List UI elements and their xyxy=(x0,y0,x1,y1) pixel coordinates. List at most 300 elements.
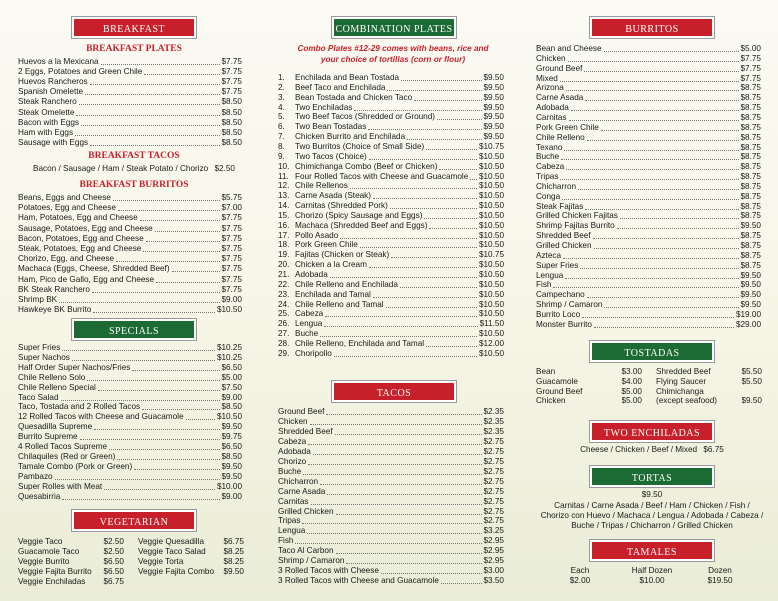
vegetarian-item xyxy=(18,557,124,567)
menu-item-price: $7.75 xyxy=(221,77,242,87)
menu-item-name: Carne Asada xyxy=(536,93,584,103)
menu-item-name: 9. Two Tacos (Choice) xyxy=(278,151,367,161)
menu-item-price: $8.75 xyxy=(740,162,761,172)
menu-item-price: $2.35 xyxy=(483,416,504,426)
menu-item-price: $9.50 xyxy=(221,422,242,432)
menu-item-name: Arizona xyxy=(536,83,564,93)
menu-item-price: $8.25 xyxy=(223,547,244,557)
tortas-price: $9.50 xyxy=(641,490,663,499)
menu-item-price: $7.75 xyxy=(740,63,761,73)
dot-leader xyxy=(61,400,220,401)
combo-plate-item xyxy=(278,73,504,83)
tortas-banner: TORTAS xyxy=(590,466,714,487)
menu-item-name: Super Fries xyxy=(536,260,579,270)
menu-item-name: Chicken xyxy=(278,416,308,426)
combo-plate-item xyxy=(278,329,504,339)
dot-leader xyxy=(307,533,481,534)
combo-plate-item xyxy=(278,201,504,211)
combo-plate-item xyxy=(278,260,504,270)
breakfast-plate-item xyxy=(18,67,242,77)
menu-item-number: 8. xyxy=(278,141,285,151)
dot-leader xyxy=(340,238,477,239)
taco-item xyxy=(278,477,504,487)
menu-item-price: $8.50 xyxy=(221,137,242,147)
menu-item-name: Bean and Cheese xyxy=(536,44,602,53)
menu-item-name: Steak, Potatoes, Egg and Cheese xyxy=(18,244,142,253)
dot-leader xyxy=(424,218,477,219)
burrito-item xyxy=(536,93,761,103)
dot-leader xyxy=(414,100,481,101)
dot-leader xyxy=(620,218,739,219)
vegetarian-item xyxy=(138,567,244,577)
dot-leader xyxy=(560,81,739,82)
dot-leader xyxy=(327,494,481,495)
tamales-price-half-dozen: $10.00 xyxy=(639,576,665,585)
dot-leader xyxy=(310,424,482,425)
special-item xyxy=(18,482,242,492)
dot-leader xyxy=(354,110,481,111)
dot-leader xyxy=(386,307,477,308)
menu-item-price: $2.95 xyxy=(483,546,504,556)
menu-item-name: 20. Chicken a la Cream xyxy=(278,260,367,270)
dot-leader xyxy=(144,74,219,75)
menu-item-price: $7.75 xyxy=(221,67,242,77)
menu-item-name: Ham, Pico de Gallo, Egg and Cheese xyxy=(18,274,155,284)
tostada-item xyxy=(656,396,762,406)
menu-item-name: Pork Green Chile xyxy=(536,122,599,132)
breakfast-burrito-item xyxy=(18,234,242,244)
menu-item-number: 12. xyxy=(278,181,290,191)
menu-item-number: 1. xyxy=(278,73,285,82)
tostada-item xyxy=(656,377,762,387)
burrito-item xyxy=(536,133,761,143)
menu-item-price: $8.75 xyxy=(740,103,761,113)
breakfast-burrito-item xyxy=(18,285,242,295)
menu-item-name: Bacon, Potatoes, Egg and Cheese xyxy=(18,233,144,243)
dot-leader xyxy=(585,100,738,101)
dot-leader xyxy=(390,208,477,209)
combo-plate-item xyxy=(278,83,504,93)
combo-plate-item xyxy=(278,290,504,300)
dot-leader xyxy=(313,454,482,455)
menu-item-name: Chile Relleno Solo xyxy=(18,372,86,382)
tortas-line1: Carnitas / Carne Asada / Beef / Ham / Chicken / Fish / xyxy=(554,501,750,510)
menu-item-name: Lengua xyxy=(278,526,306,536)
dot-leader xyxy=(368,129,481,130)
combo-note-line1: Combo Plates #12-29 comes with beans, rice and xyxy=(297,44,489,53)
menu-item-price: $10.25 xyxy=(216,352,242,362)
burrito-item xyxy=(536,300,761,310)
menu-item-price: $8.75 xyxy=(740,83,761,93)
menu-item-name: Buche xyxy=(536,152,560,162)
menu-item-number: 5. xyxy=(278,112,285,122)
menu-item-name: Flying Saucer xyxy=(656,376,707,386)
menu-item-price: $29.00 xyxy=(735,319,761,329)
menu-item-name: Adobada xyxy=(278,446,311,456)
menu-item-name: 16. Machaca (Shredded Beef and Eggs) xyxy=(278,220,428,230)
special-item xyxy=(18,383,242,393)
tamales-label-half-dozen: Half Dozen xyxy=(631,566,673,575)
combo-plate-item xyxy=(278,132,504,142)
menu-item-number: 20. xyxy=(278,260,290,270)
menu-item-name: Chilaquiles (Red or Green) xyxy=(18,451,116,461)
tamales-banner: TAMALES xyxy=(590,540,714,561)
taco-item xyxy=(278,447,504,457)
burrito-item xyxy=(536,271,761,281)
menu-item-number: 21. xyxy=(278,270,290,279)
dot-leader xyxy=(72,360,215,361)
breakfast-plate-item xyxy=(18,138,242,148)
menu-item-price: $10.50 xyxy=(478,230,504,240)
dot-leader xyxy=(93,312,215,313)
menu-item-number: 11. xyxy=(278,171,289,181)
menu-item-price: $8.75 xyxy=(740,191,761,201)
dot-leader xyxy=(391,257,477,258)
menu-item-price: $7.75 xyxy=(221,264,242,274)
menu-item-name: Azteca xyxy=(536,250,562,260)
menu-item-name: Fish xyxy=(278,536,294,546)
combo-plate-item xyxy=(278,122,504,132)
dot-leader xyxy=(132,370,219,371)
dot-leader xyxy=(568,61,739,62)
menu-item-price: $8.75 xyxy=(740,231,761,241)
menu-item-name: (except seafood) xyxy=(656,396,717,406)
breakfast-burrito-item xyxy=(18,264,242,274)
menu-item-name: 8. Two Burritos (Choice of Small Side) xyxy=(278,141,425,151)
menu-item-name: Veggie Fajita Combo xyxy=(138,567,215,577)
menu-item-price: $9.50 xyxy=(223,567,244,577)
menu-item-name: Guacamole xyxy=(536,376,578,386)
menu-item-price: $7.75 xyxy=(221,284,242,294)
menu-item-name: Shredded Beef xyxy=(656,367,711,376)
combo-plate-item xyxy=(278,300,504,310)
menu-item-name: 28. Chile Relleno, Enchilada and Tamal xyxy=(278,338,425,348)
menu-item-price: $3.00 xyxy=(483,566,504,576)
menu-item-price: $8.75 xyxy=(740,250,761,260)
menu-item-price: $2.95 xyxy=(483,556,504,566)
menu-item-name: BK Steak Ranchero xyxy=(18,284,90,294)
breakfast-plate-item xyxy=(18,87,242,97)
menu-item-price: $4.00 xyxy=(621,376,642,386)
menu-item-name: 29. Choripollo xyxy=(278,348,332,358)
vegetarian-item xyxy=(18,547,124,557)
menu-item-name: Ground Beef xyxy=(536,63,583,73)
menu-item-price: $9.00 xyxy=(221,295,242,304)
vegetarian-item xyxy=(138,537,244,547)
burrito-item xyxy=(536,192,761,202)
breakfast-burritos-title: BREAKFAST BURRITOS xyxy=(79,180,189,190)
menu-item-name: Huevos Rancheros xyxy=(18,77,88,87)
dot-leader xyxy=(563,258,738,259)
menu-item-price: $8.75 xyxy=(740,172,761,182)
burrito-item xyxy=(536,251,761,261)
special-item xyxy=(18,442,242,452)
menu-item-price: $9.50 xyxy=(740,221,761,231)
menu-item-name: Super Fries xyxy=(18,343,61,352)
dot-leader xyxy=(470,179,477,180)
menu-item-name: Mixed xyxy=(536,73,558,83)
dot-leader xyxy=(308,464,481,465)
menu-item-number: 29. xyxy=(278,348,290,358)
menu-item-price: $7.75 xyxy=(740,53,761,63)
menu-item-price: $10.50 xyxy=(478,201,504,211)
breakfast-plates-title: BREAKFAST PLATES xyxy=(86,44,182,54)
burrito-item xyxy=(536,320,761,330)
menu-item-price: $8.75 xyxy=(740,211,761,221)
dot-leader xyxy=(109,449,219,450)
dot-leader xyxy=(439,169,477,170)
menu-item-number: 3. xyxy=(278,92,285,102)
menu-item-name: 13. Carne Asada (Steak) xyxy=(278,191,372,201)
breakfast-burrito-item xyxy=(18,305,242,315)
menu-item-name: Quesadilla Supreme xyxy=(18,422,93,432)
tacos-banner: TACOS xyxy=(332,381,456,402)
taco-item xyxy=(278,417,504,427)
dot-leader xyxy=(582,317,734,318)
menu-item-price: $10.50 xyxy=(478,161,504,171)
menu-item-price: $7.75 xyxy=(221,223,242,233)
dot-leader xyxy=(311,504,482,505)
special-item xyxy=(18,472,242,482)
menu-item-price: $10.50 xyxy=(478,329,504,339)
menu-item-price: $2.75 xyxy=(483,486,504,496)
menu-item-name: Shrimp / Camaron xyxy=(536,300,603,310)
burrito-item xyxy=(536,202,761,212)
menu-item-price: $6.75 xyxy=(223,537,244,546)
menu-item-price: $9.50 xyxy=(740,290,761,300)
dot-leader xyxy=(594,327,734,328)
dot-leader xyxy=(134,469,219,470)
menu-item-name: Super Nachos xyxy=(18,352,70,362)
menu-item-price: $2.75 xyxy=(483,496,504,506)
dot-leader xyxy=(113,200,220,201)
dot-leader xyxy=(334,356,477,357)
dot-leader xyxy=(587,297,739,298)
breakfast-plate-item xyxy=(18,97,242,107)
menu-item-name: Sausage, Potatoes, Egg and Cheese xyxy=(18,223,153,233)
special-item xyxy=(18,422,242,432)
menu-item-name: Carnitas xyxy=(278,496,309,506)
dot-leader xyxy=(426,149,477,150)
menu-item-name: Ham with Eggs xyxy=(18,127,74,137)
menu-item-name: Veggie Enchiladas xyxy=(18,577,86,587)
menu-item-name: Burrito Supreme xyxy=(18,432,78,442)
menu-item-name: Chorizo, Egg, and Cheese xyxy=(18,254,115,264)
dot-leader xyxy=(118,210,220,211)
menu-item-name: Bean xyxy=(536,367,556,376)
breakfast-tacos-options: Bacon / Sausage / Ham / Steak Potato / Chorizo xyxy=(33,164,209,173)
dot-leader xyxy=(350,188,477,189)
breakfast-banner: BREAKFAST xyxy=(72,17,196,38)
menu-item-number: 25. xyxy=(278,309,290,319)
taco-item xyxy=(278,516,504,526)
menu-item-price: $9.50 xyxy=(483,102,504,112)
breakfast-plate-item xyxy=(18,77,242,87)
menu-item-price: $10.50 xyxy=(478,348,504,358)
dot-leader xyxy=(560,179,738,180)
menu-item-name: 25. Cabeza xyxy=(278,309,324,319)
combo-plate-item xyxy=(278,339,504,349)
tostada-item xyxy=(536,387,642,397)
menu-item-name: Shrimp / Camaron xyxy=(278,556,345,566)
menu-item-name: 3 Rolled Tacos with Cheese xyxy=(278,566,379,576)
menu-item-price: $6.50 xyxy=(221,362,242,372)
breakfast-tacos-price: $2.50 xyxy=(214,164,235,173)
menu-item-price: $7.75 xyxy=(221,274,242,284)
dot-leader xyxy=(580,268,738,269)
menu-item-name: Half Order Super Nachos/Fries xyxy=(18,362,131,372)
dot-leader xyxy=(117,459,219,460)
menu-item-name: Huevos a la Mexicana xyxy=(18,57,99,66)
dot-leader xyxy=(594,248,739,249)
menu-item-name: Carne Asada xyxy=(278,486,326,496)
menu-item-number: 4. xyxy=(278,102,285,112)
menu-item-name: Shredded Beef xyxy=(278,426,333,436)
menu-item-name: 19. Fajitas (Chicken or Steak) xyxy=(278,250,390,260)
menu-item-number: 10. xyxy=(278,161,290,171)
menu-item-price: $9.50 xyxy=(483,73,504,82)
menu-item-name: Veggie Torta xyxy=(138,557,184,567)
dot-leader xyxy=(142,409,219,410)
menu-item-number: 24. xyxy=(278,299,290,309)
menu-item-number: 22. xyxy=(278,279,290,289)
menu-item-name: 3. Bean Tostada and Chicken Taco xyxy=(278,92,413,102)
menu-item-name: Super Rolles with Meat xyxy=(18,481,103,491)
menu-item-price: $10.75 xyxy=(478,141,504,151)
dot-leader xyxy=(62,499,219,500)
tostada-item xyxy=(656,387,762,397)
vegetarian-banner: VEGETARIAN xyxy=(72,510,196,531)
menu-item-price: $2.75 xyxy=(483,506,504,516)
burrito-item xyxy=(536,162,761,172)
menu-item-price: $19.00 xyxy=(735,309,761,319)
menu-item-price: $9.50 xyxy=(483,122,504,132)
tostada-item xyxy=(536,367,642,377)
combo-plate-item xyxy=(278,221,504,231)
dot-leader xyxy=(346,563,481,564)
menu-item-name: Potatoes, Egg and Cheese xyxy=(18,203,116,213)
menu-item-price: $3.00 xyxy=(621,367,642,376)
breakfast-plate-item xyxy=(18,108,242,118)
menu-item-price: $7.75 xyxy=(221,87,242,97)
menu-item-price: $5.00 xyxy=(621,386,642,396)
menu-item-price: $8.75 xyxy=(740,241,761,250)
menu-item-name: Guacamole Taco xyxy=(18,547,80,557)
menu-item-number: 13. xyxy=(278,191,290,201)
menu-item-price: $8.50 xyxy=(221,402,242,412)
menu-item-name: Ground Beef xyxy=(536,386,583,396)
dot-leader xyxy=(584,71,738,72)
dot-leader xyxy=(571,110,739,111)
dot-leader xyxy=(79,104,220,105)
menu-item-price: $2.50 xyxy=(103,547,124,557)
dot-leader xyxy=(604,307,738,308)
menu-item-name: Fish xyxy=(536,280,552,290)
menu-item-price: $9.00 xyxy=(221,491,242,501)
dot-leader xyxy=(561,159,738,160)
menu-item-name: Beans, Eggs and Cheese xyxy=(18,193,111,202)
special-item xyxy=(18,432,242,442)
menu-item-price: $10.25 xyxy=(216,343,242,352)
dot-leader xyxy=(324,326,477,327)
combo-plate-item xyxy=(278,191,504,201)
dot-leader xyxy=(360,247,477,248)
dot-leader xyxy=(80,439,220,440)
vegetarian-item xyxy=(138,557,244,567)
menu-item-price: $9.50 xyxy=(740,280,761,290)
menu-item-price: $10.50 xyxy=(478,289,504,299)
dot-leader xyxy=(369,159,477,160)
taco-item xyxy=(278,507,504,517)
menu-item-price: $10.50 xyxy=(216,305,242,315)
dot-leader xyxy=(140,220,220,221)
menu-item-price: $8.50 xyxy=(221,127,242,137)
menu-item-name: Tamale Combo (Pork or Green) xyxy=(18,461,133,471)
menu-item-price: $10.50 xyxy=(478,240,504,250)
dot-leader xyxy=(400,287,477,288)
taco-item xyxy=(278,566,504,576)
menu-item-name: 4. Two Enchiladas xyxy=(278,102,353,112)
menu-item-price: $10.50 xyxy=(478,309,504,319)
menu-item-name: Texano xyxy=(536,142,563,152)
breakfast-burrito-item xyxy=(18,244,242,254)
tostada-item xyxy=(656,367,762,377)
menu-item-price: $6.50 xyxy=(103,567,124,577)
menu-item-price: $7.75 xyxy=(740,73,761,83)
menu-item-name: 12 Rolled Tacos with Cheese and Guacamole xyxy=(18,412,184,422)
menu-item-name: Shredded Beef xyxy=(536,231,591,241)
menu-item-price: $10.50 xyxy=(478,270,504,279)
menu-item-number: 6. xyxy=(278,122,285,132)
taco-item xyxy=(278,467,504,477)
menu-item-name: Taco Salad xyxy=(18,392,59,402)
dot-leader xyxy=(146,241,220,242)
menu-item-price: $8.50 xyxy=(221,107,242,117)
menu-item-price: $8.25 xyxy=(223,557,244,567)
menu-item-price: $10.50 xyxy=(478,181,504,191)
menu-item-name: Taco, Tostada and 2 Rolled Tacos xyxy=(18,402,141,412)
dot-leader xyxy=(441,583,482,584)
dot-leader xyxy=(566,169,738,170)
menu-item-price: $7.50 xyxy=(221,382,242,392)
special-item xyxy=(18,412,242,422)
menu-item-number: 16. xyxy=(278,220,290,230)
dot-leader xyxy=(387,90,481,91)
combo-plate-item xyxy=(278,240,504,250)
menu-item-price: $10.50 xyxy=(478,260,504,270)
combo-plate-item xyxy=(278,152,504,162)
dot-leader xyxy=(320,484,481,485)
menu-item-price: $9.50 xyxy=(221,461,242,471)
tamales-label-dozen: Dozen xyxy=(708,566,732,575)
dot-leader xyxy=(302,523,481,524)
menu-item-name: Veggie Quesadilla xyxy=(138,537,205,546)
menu-item-price: $9.75 xyxy=(221,432,242,442)
dot-leader xyxy=(373,297,477,298)
menu-item-name: Buche xyxy=(278,466,302,476)
menu-item-price: $8.75 xyxy=(740,152,761,162)
menu-item-price: $9.50 xyxy=(741,396,762,406)
combo-note-line2: your choice of tortillas (corn or flour) xyxy=(320,55,466,64)
menu-item-name: Grilled Chicken Fajitas xyxy=(536,211,618,221)
combo-plate-item xyxy=(278,231,504,241)
dot-leader xyxy=(407,139,481,140)
menu-item-name: 7. Chicken Burrito and Enchilada xyxy=(278,132,406,142)
menu-item-price: $10.50 xyxy=(478,299,504,309)
menu-item-name: 26. Lengua xyxy=(278,319,323,329)
menu-item-name: Grilled Chicken xyxy=(278,506,334,516)
menu-item-name: Bacon with Eggs xyxy=(18,117,79,127)
